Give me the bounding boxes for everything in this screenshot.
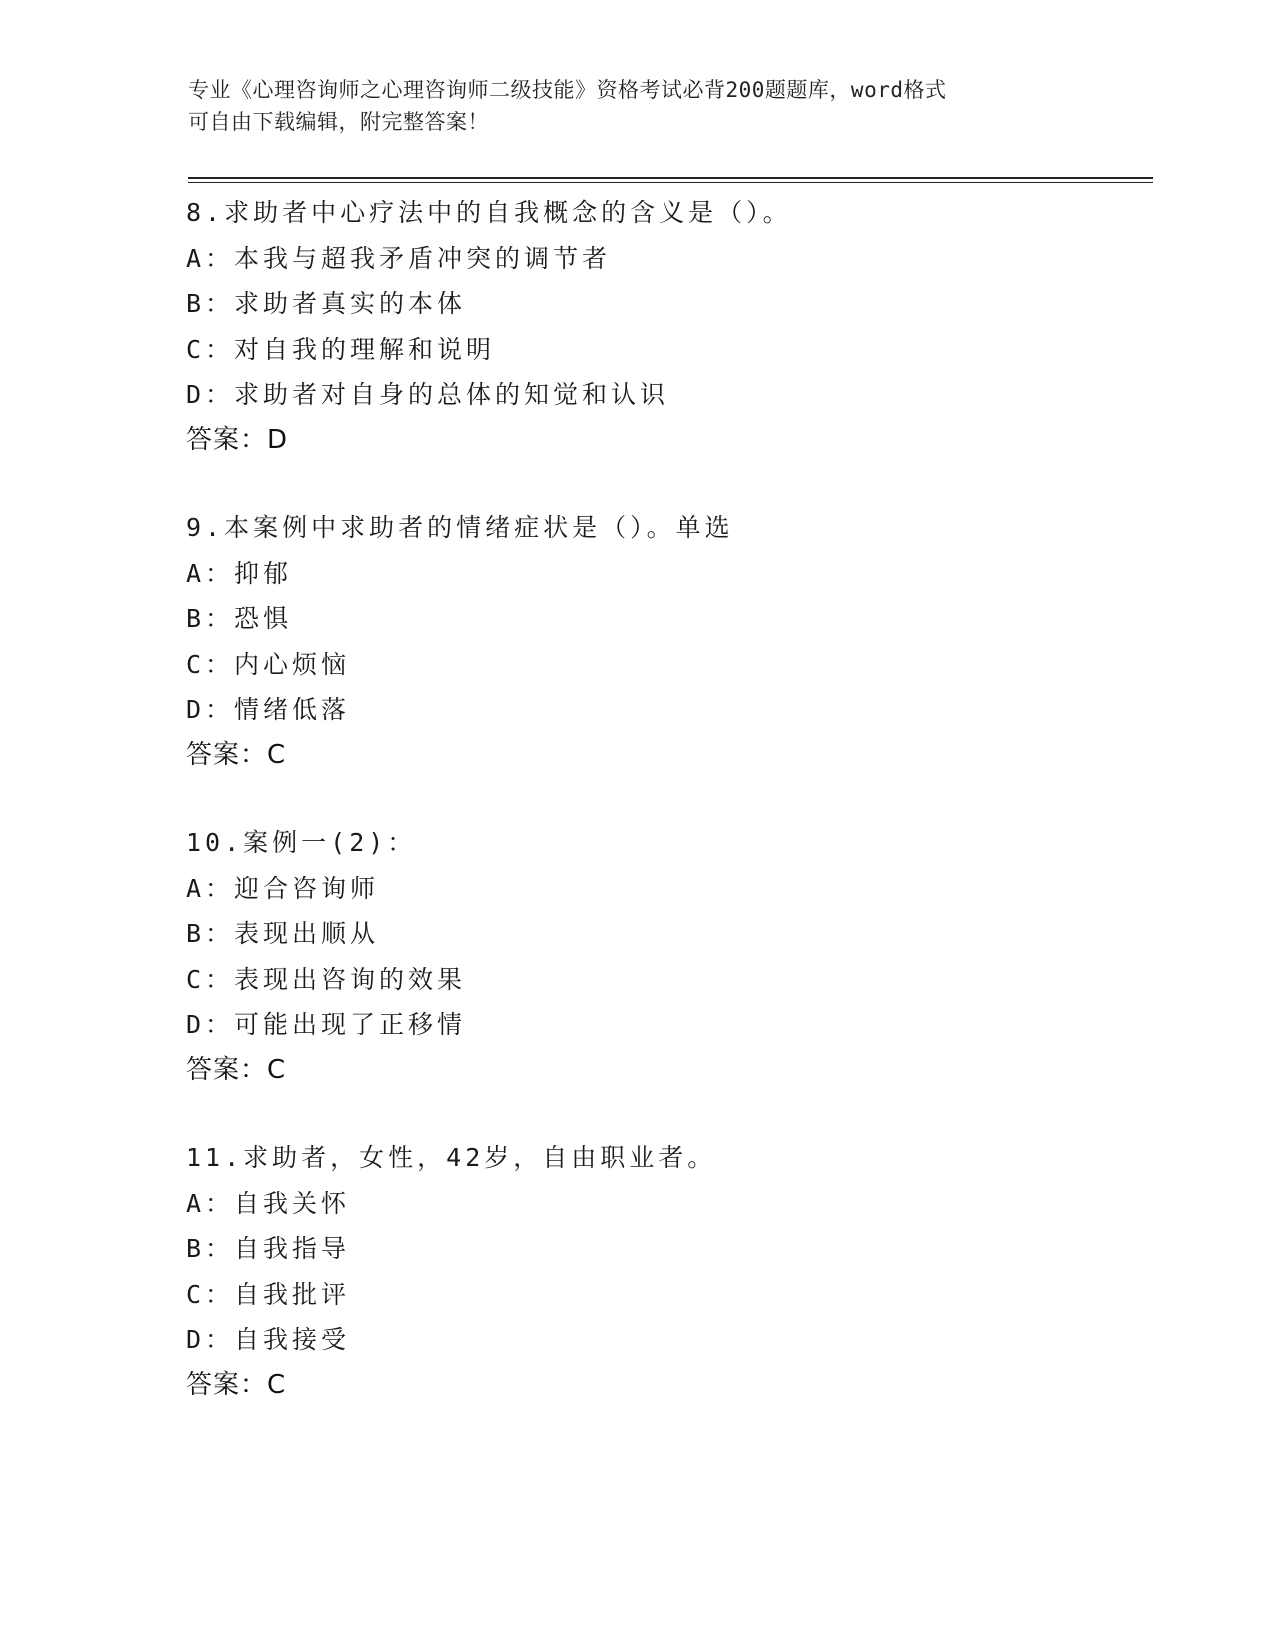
question-option-a: A：本我与超我矛盾冲突的调节者 (186, 243, 612, 273)
question-item (186, 1135, 1146, 1408)
question-option-c: C：内心烦恼 (186, 649, 351, 679)
header-line-2: 可自由下载编辑，附完整答案！ (188, 110, 489, 134)
question-option-b: B：自我指导 (186, 1234, 351, 1263)
question-option-c: C：表现出咨询的效果 (186, 964, 467, 994)
question-title: 9.本案例中求助者的情绪症状是（）。单选 (186, 513, 734, 542)
question-answer: 答案：C (186, 1054, 287, 1085)
header-line-1: 专业《心理咨询师之心理咨询师二级技能》资格考试必背200题题库，word格式 (188, 78, 947, 102)
question-answer: 答案：C (186, 1369, 287, 1400)
question-option-d: D：可能出现了正移情 (186, 1010, 467, 1039)
document-header (188, 74, 1088, 138)
question-option-a: A：自我关怀 (186, 1188, 351, 1218)
question-option-c: C：自我批评 (186, 1279, 351, 1309)
question-item (186, 505, 1146, 778)
question-answer: 答案：D (186, 424, 289, 455)
header-divider-thin (188, 182, 1153, 183)
question-answer: 答案：C (186, 739, 287, 770)
question-title: 8.求助者中心疗法中的自我概念的含义是（）。 (186, 198, 792, 227)
question-option-b: B：恐惧 (186, 604, 293, 633)
question-option-a: A：抑郁 (186, 558, 293, 588)
question-item (186, 190, 1146, 463)
question-option-b: B：求助者真实的本体 (186, 289, 467, 318)
question-list (186, 190, 1146, 1450)
header-divider-thick (188, 177, 1153, 179)
question-title: 10.案例一(2)： (186, 828, 417, 857)
question-option-d: D：自我接受 (186, 1325, 351, 1354)
question-option-a: A：迎合咨询师 (186, 873, 380, 903)
question-option-d: D：求助者对自身的总体的知觉和认识 (186, 380, 670, 409)
question-title: 11.求助者，女性，42岁，自由职业者。 (186, 1143, 717, 1172)
question-option-c: C：对自我的理解和说明 (186, 334, 496, 364)
question-option-d: D：情绪低落 (186, 695, 351, 724)
question-item (186, 820, 1146, 1093)
question-option-b: B：表现出顺从 (186, 919, 380, 948)
